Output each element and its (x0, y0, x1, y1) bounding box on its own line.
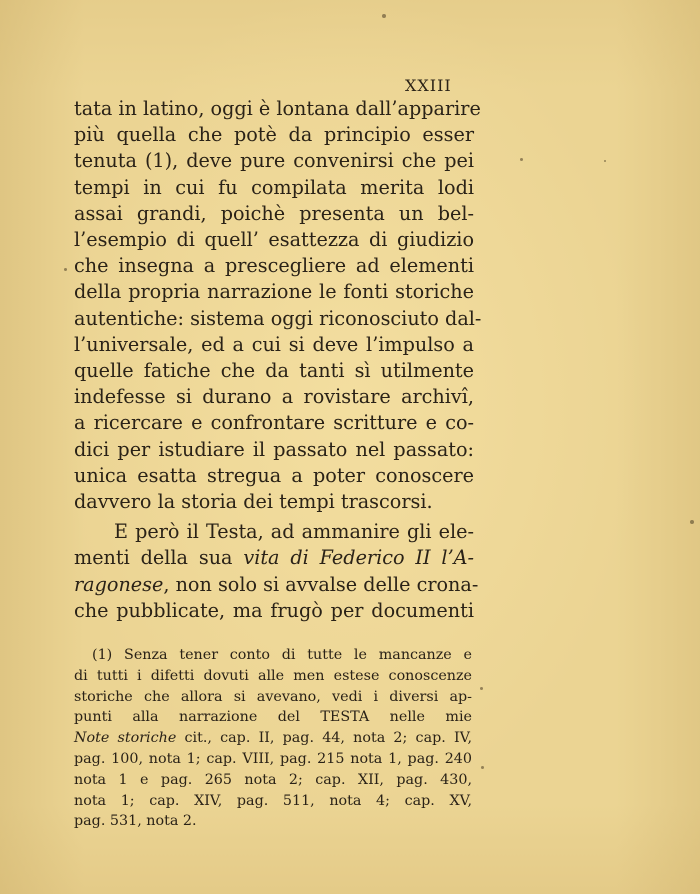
footnote-line: (1) Senza tener conto di tutte le mancanze e (92, 647, 472, 663)
footnote-line: di tutti i difetti dovuti alle men estese conoscenze (74, 667, 472, 684)
footnote-line: nota 1; cap. XIV, pag. 511, nota 4; cap. XV, (74, 792, 472, 809)
footnote-line (74, 728, 472, 749)
paper-speck (520, 158, 523, 161)
body-line: E però il Testa, ad ammanire gli ele- (114, 520, 474, 544)
text-run: , non solo si avvalse delle crona- (163, 572, 479, 596)
body-line: l’esempio di quell’ esattezza di giudizio (74, 228, 474, 252)
text-run: menti della sua (74, 546, 244, 570)
paper-speck (604, 160, 606, 162)
paper-speck (481, 766, 484, 769)
body-line: tempi in cui fu compilata merita lodi (74, 175, 474, 199)
italic-title: Note storiche (74, 730, 177, 747)
body-line: autentiche: sistema oggi riconosciuto dal- (74, 306, 482, 330)
footnote-line: nota 1 e pag. 265 nota 2; cap. XII, pag. 430, (74, 771, 472, 788)
body-line: unica esatta stregua a poter conoscere (74, 463, 474, 487)
footnote-line: pag. 100, nota 1; cap. VIII, pag. 215 nota 1, pag. 240 (74, 750, 472, 767)
body-text (74, 96, 482, 624)
text-run: cit., cap. II, pag. 44, nota 2; cap. IV, (176, 730, 473, 747)
body-line: l’universale, ed a cui si deve l’impulso a (74, 332, 474, 356)
body-line: quelle fatiche che da tanti sì utilmente (74, 359, 474, 383)
page-number: XXIII (405, 76, 452, 95)
footnote-line: punti alla narrazione del TESTA nelle mie (74, 709, 472, 726)
footnote-line: pag. 531, nota 2. (74, 813, 197, 830)
body-line: dici per istudiare il passato nel passato: (74, 437, 474, 461)
footnote-line: storiche che allora si avevano, vedi i diversi ap- (74, 688, 472, 705)
body-line: che insegna a prescegliere ad elementi (74, 254, 474, 278)
body-line: a ricercare e confrontare scritture e co- (74, 411, 474, 435)
body-line: tata in latino, oggi è lontana dall’apparire (74, 97, 481, 120)
body-line (74, 572, 479, 598)
body-line (74, 545, 474, 571)
body-line: assai grandi, poichè presenta un bel- (74, 201, 474, 225)
italic-title: ragonese (74, 572, 164, 596)
paper-speck (480, 687, 483, 690)
body-line: che pubblicate, ma frugò per documenti (74, 598, 474, 622)
body-line: davvero la storia dei tempi trascorsi. (74, 490, 433, 514)
paper-speck (690, 520, 694, 524)
body-line: della propria narrazione le fonti storiche (74, 280, 474, 304)
italic-title: vita di Federico II l’A- (243, 546, 475, 570)
body-line: tenuta (1), deve pure convenirsi che pei (74, 149, 474, 173)
paper-speck (64, 268, 67, 271)
body-line: più quella che potè da principio esser (74, 123, 474, 147)
body-line: indefesse si durano a rovistare archivî, (74, 385, 474, 409)
footnote (74, 645, 472, 832)
paper-speck (382, 14, 386, 18)
